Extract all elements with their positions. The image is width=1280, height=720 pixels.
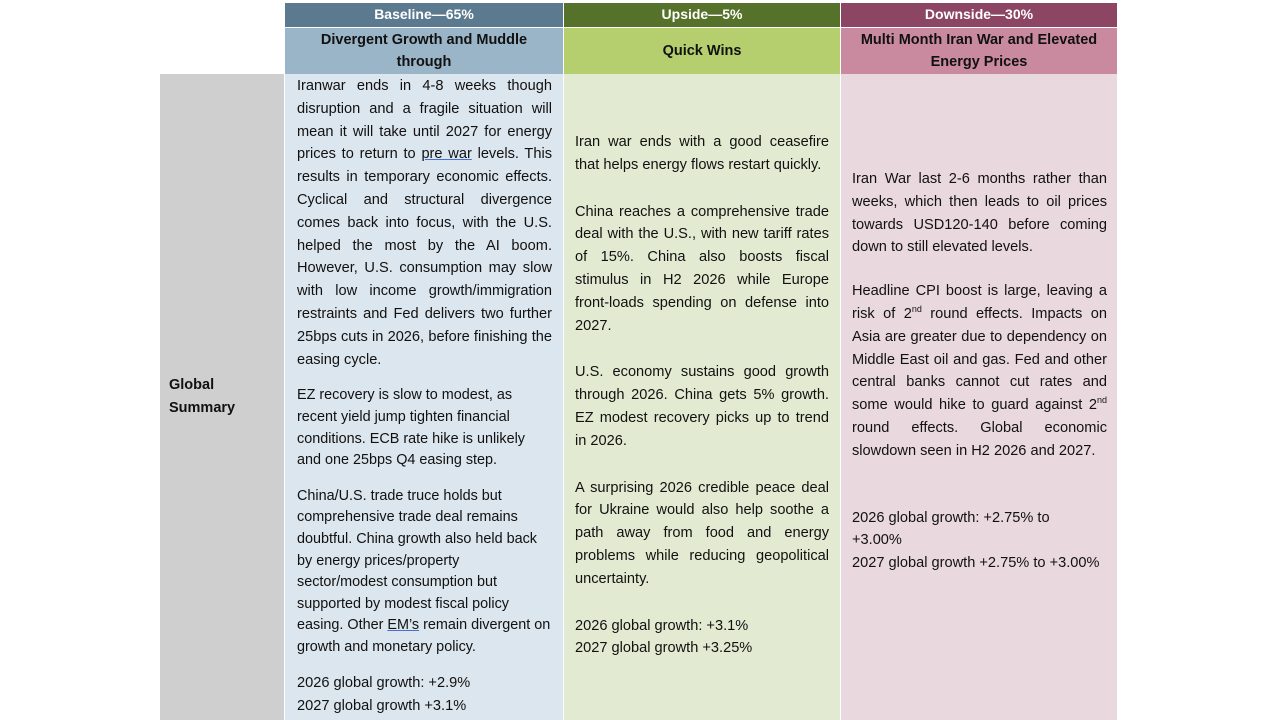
upside-header: Upside—5% bbox=[564, 3, 841, 27]
upside-growth-2027: 2027 global growth +3.25% bbox=[575, 640, 753, 657]
downside-paragraph-2: Headline CPI boost is large, leaving a risk of 2nd round effects. Impacts on Asia are greater due to dependency on Middle East oil and gas. Fed and other central banks cannot cut rates and some would hike to guard against 2nd round effects. Global economic slowdown seen in H2 2026 and 2027. bbox=[852, 283, 1107, 459]
upside-growth-2026: 2026 global growth: +3.1% bbox=[575, 617, 749, 634]
downside-subheader-text: Multi Month Iran War and Elevated Energy Prices bbox=[860, 32, 1098, 70]
baseline-subheader-text: Divergent Growth and Muddle through bbox=[320, 32, 528, 70]
baseline-column bbox=[285, 74, 564, 720]
downside-paragraph-1: Iran War last 2-6 months rather than weeks, which then leads to oil prices towards USD120-140 before coming down to still elevated levels. bbox=[852, 171, 1107, 256]
downside-subheader bbox=[841, 27, 1118, 74]
superscript-nd: nd bbox=[1096, 395, 1107, 406]
downside-column bbox=[841, 74, 1118, 720]
upside-subheader-text: Quick Wins bbox=[662, 43, 742, 59]
baseline-paragraph-3: China/U.S. trade truce holds but comprehensive trade deal remains doubtful. China growth also held back by energy prices/property sector/modest consumption but supported by modest fiscal policy easing. Other EM’s remain divergent on growth and monetary policy. bbox=[297, 487, 551, 655]
baseline-growth-2027: 2027 global growth +3.1% bbox=[297, 698, 467, 715]
upside-paragraph-2: China reaches a comprehensive trade deal with the U.S., with new tariff rates of 15%. China also boosts fiscal stimulus in H2 2026 while Europe front-loads spending on defense into 2027. bbox=[575, 203, 829, 334]
upside-paragraph-1: Iran war ends with a good ceasefire that helps energy flows restart quickly. bbox=[575, 134, 829, 173]
downside-growth-2026: 2026 global growth: +2.75% to +3.00% bbox=[852, 509, 1050, 549]
pre-war-spelling-mark: pre war bbox=[421, 146, 472, 163]
upside-column bbox=[564, 74, 841, 720]
baseline-paragraph-2: EZ recovery is slow to modest, as recent yield jump tighten financial conditions. ECB rate hike is unlikely and one 25bps Q4 easing step. bbox=[297, 387, 525, 469]
baseline-subheader bbox=[285, 27, 564, 74]
row-label-cell bbox=[160, 74, 285, 720]
downside-header: Downside—30% bbox=[841, 3, 1118, 27]
baseline-growth-2026: 2026 global growth: +2.9% bbox=[297, 675, 471, 692]
downside-growth-2027: 2027 global growth +2.75% to +3.00% bbox=[852, 555, 1100, 572]
ems-spelling-mark: EM’s bbox=[387, 617, 420, 634]
superscript-nd: nd bbox=[911, 304, 922, 315]
baseline-paragraph-1: Iranwar ends in 4-8 weeks though disruption and a fragile situation will mean it will take until 2027 for energy prices to return to pre war levels. This results in temporary economic effects. Cyclical and structural divergence comes back into focus, with the U.S. helped the most by the AI boom. However, U.S. consumption may slow with low income growth/immigration restraints and Fed delivers two further 25bps cuts in 2026, before finishing the easing cycle. bbox=[297, 78, 552, 368]
baseline-header: Baseline—65% bbox=[285, 3, 564, 27]
upside-paragraph-3: U.S. economy sustains good growth through 2026. China gets 5% growth. EZ modest recovery picks up to trend in 2026. bbox=[575, 364, 829, 449]
upside-paragraph-4: A surprising 2026 credible peace deal for Ukraine would also help soothe a path away from food and energy problems while reducing geopolitical uncertainty. bbox=[575, 479, 829, 587]
upside-subheader bbox=[564, 27, 841, 74]
row-label-global-summary: Global Summary bbox=[169, 377, 236, 416]
